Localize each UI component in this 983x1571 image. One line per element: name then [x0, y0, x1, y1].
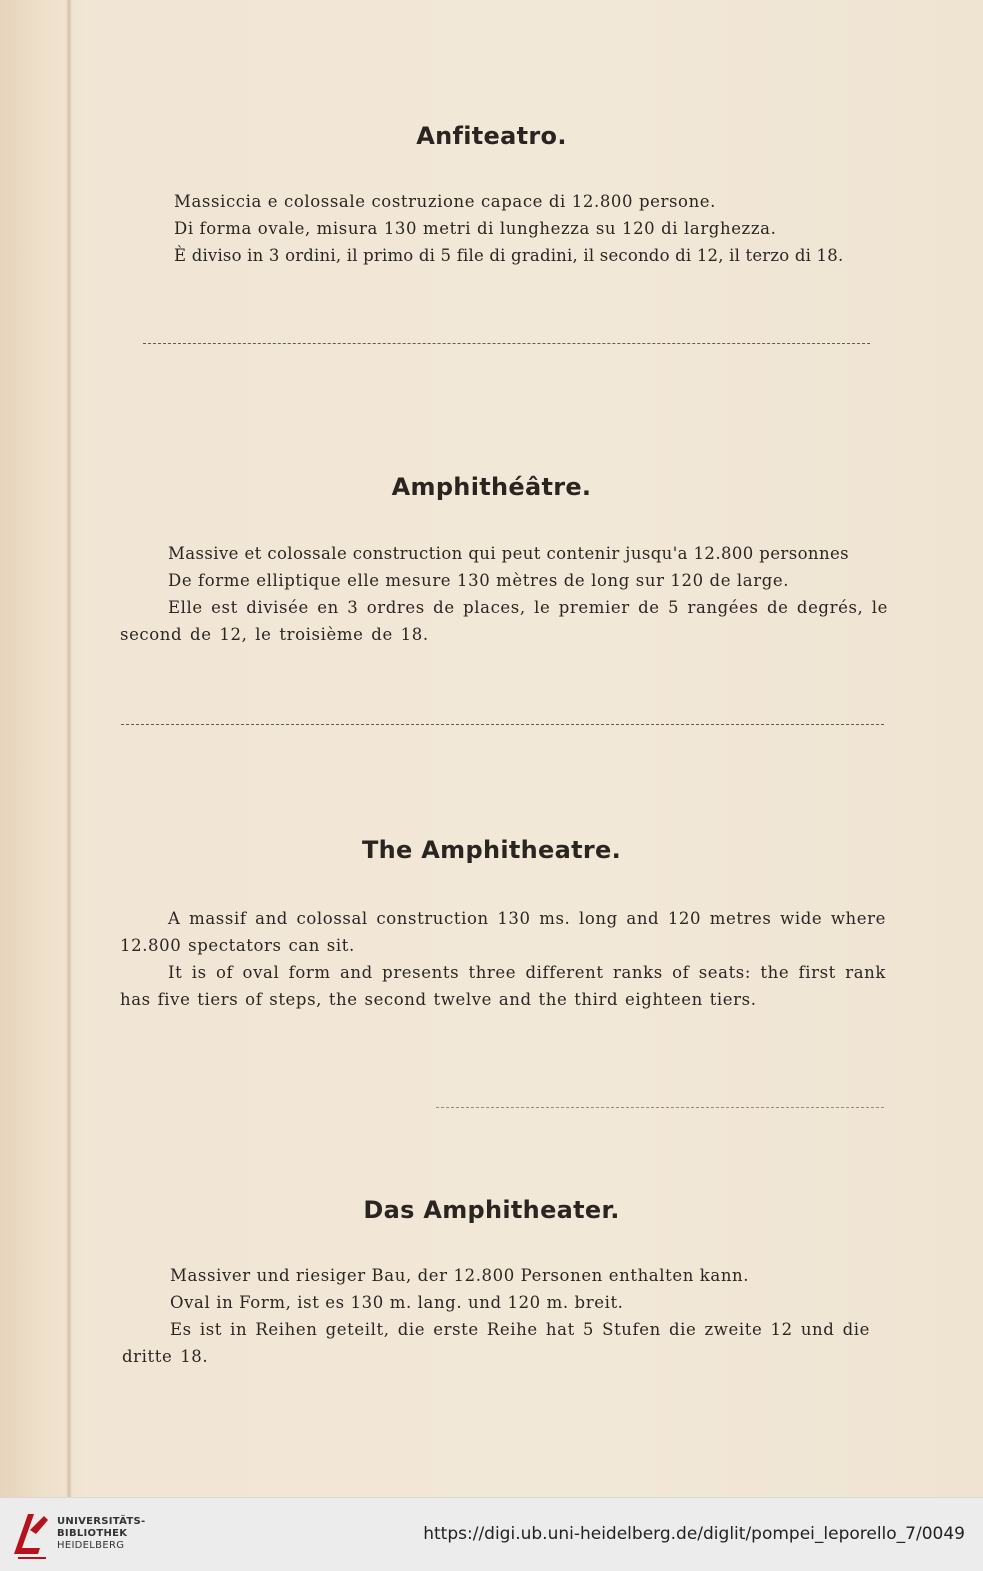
heading-amphitheatre-fr: Amphithéâtre. — [391, 473, 592, 501]
paragraph-german — [122, 1262, 870, 1370]
logo-line-2: BIBLIOTHEK — [57, 1528, 128, 1539]
logo-line-1: UNIVERSITÄTS- — [57, 1516, 146, 1527]
divider-2 — [121, 724, 884, 725]
divider-3 — [436, 1107, 884, 1108]
paragraph-french — [120, 540, 888, 648]
page-fold — [66, 0, 72, 1497]
italian-line-3: È diviso in 3 ordini, il primo di 5 file di gradini, il secondo di 12, il terzo di 18. — [174, 246, 844, 265]
viewer-footer — [0, 1497, 983, 1571]
german-para-2: Oval in Form, ist es 130 m. lang. und 120 m. breit. — [170, 1293, 624, 1312]
english-para-1: A massif and colossal construction 130 ms. long and 120 metres wide where 12.800 spectators can sit. — [120, 909, 886, 955]
german-para-1: Massiver und riesiger Bau, der 12.800 Personen enthalten kann. — [170, 1266, 750, 1285]
italian-line-1: Massiccia e colossale costruzione capace di 12.800 persone. — [174, 192, 717, 211]
paragraph-italian — [174, 188, 884, 269]
heading-amphitheater-de: Das Amphitheater. — [363, 1196, 620, 1224]
french-para-2: De forme elliptique elle mesure 130 mètres de long sur 120 de large. — [168, 571, 790, 590]
heading-amphitheatre-en: The Amphitheatre. — [362, 836, 621, 864]
italian-line-2: Di forma ovale, misura 130 metri di lunghezza su 120 di larghezza. — [174, 219, 777, 238]
french-para-3: Elle est divisée en 3 ordres de places, le premier de 5 rangées de degrés, le second de 12, le troisième de 18. — [120, 598, 888, 644]
english-para-2: It is of oval form and presents three different ranks of seats: the first rank has five tiers of steps, the second twelve and the third eighteen tiers. — [120, 963, 886, 1009]
heading-anfiteatro: Anfiteatro. — [416, 122, 567, 150]
paragraph-english — [120, 905, 886, 1013]
divider-1 — [143, 343, 870, 344]
library-logo-text — [57, 1516, 146, 1552]
french-para-1: Massive et colossale construction qui peut contenir jusqu'a 12.800 personnes — [168, 544, 849, 563]
logo-line-3: HEIDELBERG — [57, 1540, 125, 1551]
permalink-url[interactable]: https://digi.ub.uni-heidelberg.de/diglit/pompei_leporello_7/0049 — [423, 1524, 965, 1544]
german-para-3: Es ist in Reihen geteilt, die erste Reihe hat 5 Stufen die zweite 12 und die dritte 18. — [122, 1320, 870, 1366]
ub-heidelberg-logo-icon — [10, 1508, 50, 1560]
